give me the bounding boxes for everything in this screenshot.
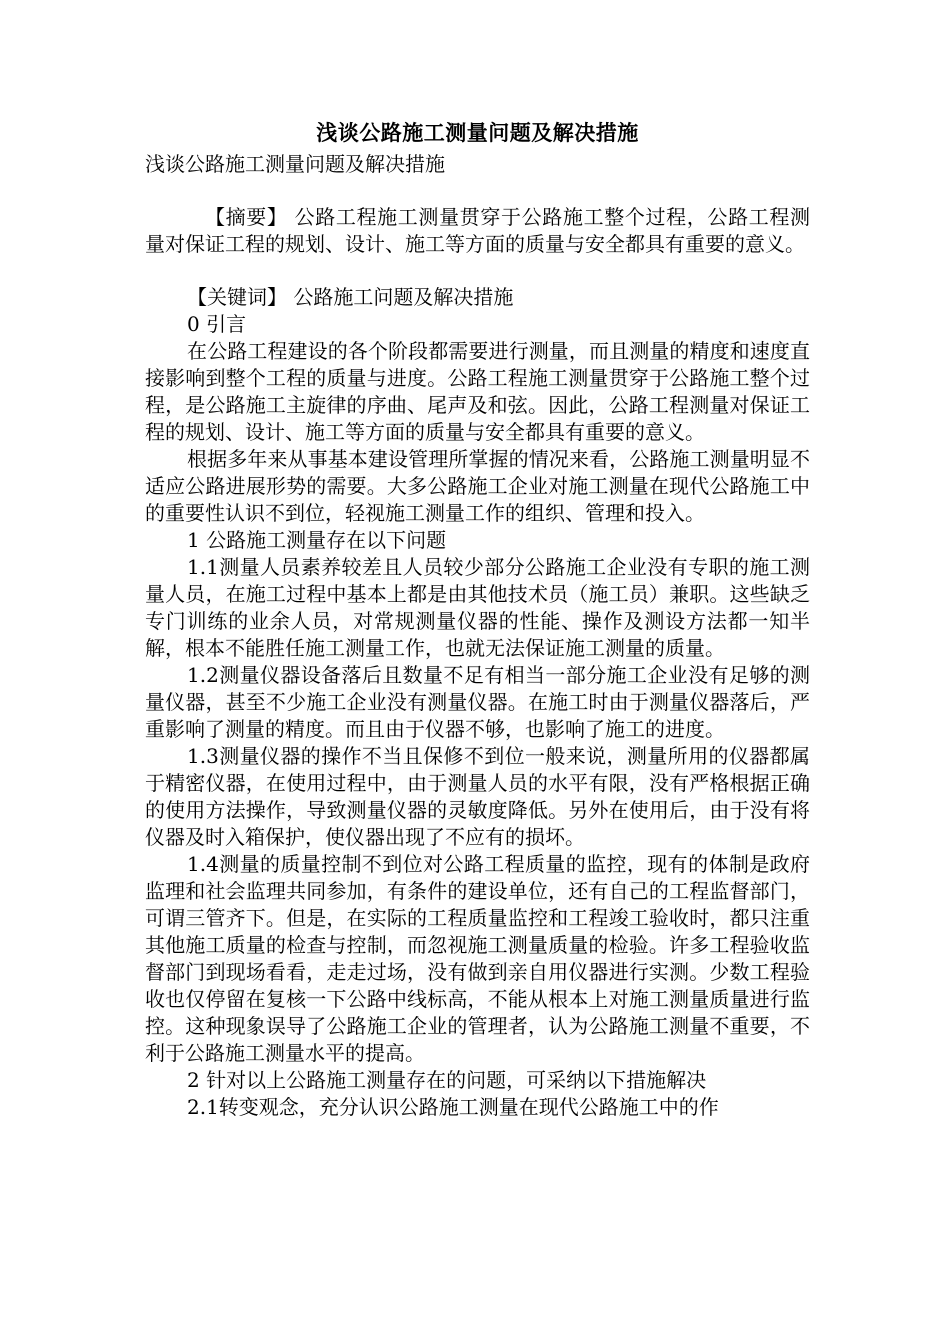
keywords-paragraph: 【关键词】 公路施工问题及解决措施 (187, 285, 514, 309)
spacer (145, 258, 810, 284)
body-paragraph: 1.3测量仪器的操作不当且保修不到位一般来说，测量所用的仪器都属于精密仪器，在使用过程中，由于测量人员的水平有限，没有严格根据正确的使用方法操作，导致测量仪器的灵敏度降低。另外在使用后，由于没有将仪器及时入箱保护，使仪器出现了不应有的损坏。 (145, 744, 810, 849)
body-paragraph: 1.1测量人员素养较差且人员较少部分公路施工企业没有专职的施工测量人员，在施工过程中基本上都是由其他技术员（施工员）兼职。这些缺乏专门训练的业余人员，对常规测量仪器的性能、操作及测设方法都一知半解，根本不能胜任施工测量工作，也就无法保证施工测量的质量。 (145, 555, 810, 660)
body-paragraph: 2.1转变观念，充分认识公路施工测量在现代公路施工中的作 (187, 1095, 719, 1119)
section-heading-introduction: 0 引言 (187, 312, 247, 336)
spacer (145, 178, 810, 204)
abstract-paragraph: 【摘要】 公路工程施工测量贯穿于公路施工整个过程，公路工程测量对保证工程的规划、设计、施工等方面的质量与安全都具有重要的意义。 (145, 205, 810, 256)
document-page (145, 118, 810, 1121)
body-paragraph: 1.4测量的质量控制不到位对公路工程质量的监控，现有的体制是政府监理和社会监理共同参加，有条件的建设单位，还有自己的工程监督部门，可谓三管齐下。但是，在实际的工程质量监控和工程竣工验收时，都只注重其他施工质量的检查与控制，而忽视施工测量质量的检验。许多工程验收监督部门到现场看看，走走过场，没有做到亲自用仪器进行实测。少数工程验收也仅停留在复核一下公路中线标高，不能从根本上对施工测量质量进行监控。这种现象误导了公路施工企业的管理者，认为公路施工测量不重要，不利于公路施工测量水平的提高。 (145, 852, 810, 1065)
body-paragraph: 根据多年来从事基本建设管理所掌握的情况来看，公路施工测量明显不适应公路进展形势的需要。大多公路施工企业对施工测量在现代公路施工中的重要性认识不到位，轻视施工测量工作的组织、管理和投入。 (145, 447, 810, 525)
section-heading-problems: 1 公路施工测量存在以下问题 (187, 528, 447, 552)
body-paragraph: 1.2测量仪器设备落后且数量不足有相当一部分施工企业没有足够的测量仪器，甚至不少施工企业没有测量仪器。在施工时由于测量仪器落后，严重影响了测量的精度。而且由于仪器不够，也影响了施工的进度。 (145, 663, 810, 741)
document-subtitle: 浅谈公路施工测量问题及解决措施 (145, 152, 445, 176)
body-paragraph: 在公路工程建设的各个阶段都需要进行测量，而且测量的精度和速度直接影响到整个工程的质量与进度。公路工程施工测量贯穿于公路施工整个过程，是公路施工主旋律的序曲、尾声及和弦。因此，公路工程测量对保证工程的规划、设计、施工等方面的质量与安全都具有重要的意义。 (145, 339, 810, 444)
section-heading-solutions: 2 针对以上公路施工测量存在的问题，可采纳以下措施解决 (187, 1068, 707, 1092)
document-title: 浅谈公路施工测量问题及解决措施 (316, 120, 639, 145)
